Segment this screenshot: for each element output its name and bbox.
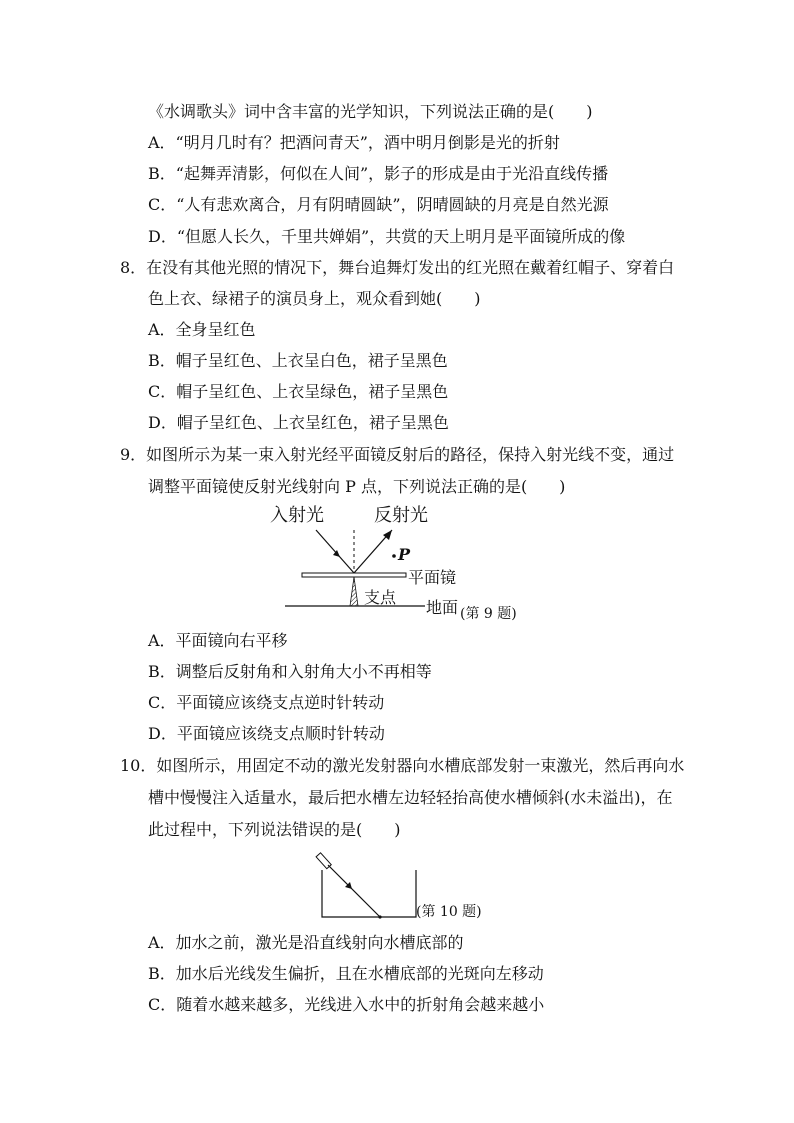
q8-stem-line2: 色上衣、绿裙子的演员身上，观众看到她( ) — [148, 289, 481, 308]
pivot-support — [350, 577, 358, 606]
q7-option-b: B．“起舞弄清影，何似在人间”，影子的形成是由于光沿直线传播 — [148, 164, 609, 183]
point-p-label: P — [398, 545, 411, 564]
q10-option-a: A．加水之前，激光是沿直线射向水槽底部的 — [148, 933, 464, 952]
mirror-label: 平面镜 — [408, 568, 457, 587]
q8-option-b: B．帽子呈红色、上衣呈白色，裙子呈黑色 — [148, 351, 448, 370]
q8-option-d: D．帽子呈红色、上衣呈红色，裙子呈黑色 — [148, 413, 449, 432]
q9-stem-line2: 调整平面镜使反射光线射向 P 点，下列说法正确的是( ) — [148, 477, 566, 496]
q9-option-b: B．调整后反射角和入射角大小不再相等 — [148, 662, 432, 681]
q7-stem: 《水调歌头》词中含丰富的光学知识，下列说法正确的是( ) — [148, 102, 593, 121]
q8-option-a: A．全身呈红色 — [148, 320, 256, 339]
q10-stem-line2: 槽中慢慢注入适量水，最后把水槽左边轻轻抬高使水槽倾斜(水未溢出)，在 — [148, 788, 673, 807]
q7-option-a: A．“明月几时有？把酒问青天”，酒中明月倒影是光的折射 — [148, 133, 560, 152]
plane-mirror — [302, 573, 406, 577]
laser-beam — [328, 865, 380, 917]
incident-light-label: 入射光 — [270, 505, 324, 526]
q10-figure — [300, 845, 500, 925]
point-p-dot — [392, 554, 396, 558]
q10-stem-line1: 10．如图所示，用固定不动的激光发射器向水槽底部发射一束激光，然后再向水 — [120, 756, 685, 775]
q10-figure-caption: (第 10 题) — [416, 904, 482, 920]
reflected-light-label: 反射光 — [374, 505, 428, 526]
light-spot — [378, 915, 381, 918]
ground-label: 地面 — [426, 598, 459, 617]
incident-ray — [316, 530, 354, 573]
q8-stem-line1: 8．在没有其他光照的情况下，舞台追舞灯发出的红光照在戴着红帽子、穿着白 — [120, 258, 675, 277]
q9-figure — [270, 500, 560, 628]
water-tank — [322, 870, 416, 917]
q9-stem-line1: 9．如图所示为某一束入射光经平面镜反射后的路径，保持入射光线不变，通过 — [120, 445, 675, 464]
q9-figure-caption: (第 9 题) — [460, 606, 517, 622]
q10-stem-line3: 此过程中，下列说法错误的是( ) — [148, 820, 401, 839]
q9-option-c: C．平面镜应该绕支点逆时针转动 — [148, 693, 385, 712]
q9-option-a: A．平面镜向右平移 — [148, 631, 288, 650]
q8-option-c: C．帽子呈红色、上衣呈绿色，裙子呈黑色 — [148, 382, 449, 401]
pivot-label: 支点 — [364, 588, 397, 607]
q10-option-b: B．加水后光线发生偏折，且在水槽底部的光斑向左移动 — [148, 964, 544, 983]
q9-option-d: D．平面镜应该绕支点顺时针转动 — [148, 724, 385, 743]
q7-option-d: D．“但愿人长久，千里共婵娟”，共赏的天上明月是平面镜所成的像 — [148, 227, 626, 246]
q10-option-c: C．随着水越来越多，光线进入水中的折射角会越来越小 — [148, 995, 545, 1014]
q7-option-c: C．“人有悲欢离合，月有阴晴圆缺”，阴晴圆缺的月亮是自然光源 — [148, 195, 609, 214]
